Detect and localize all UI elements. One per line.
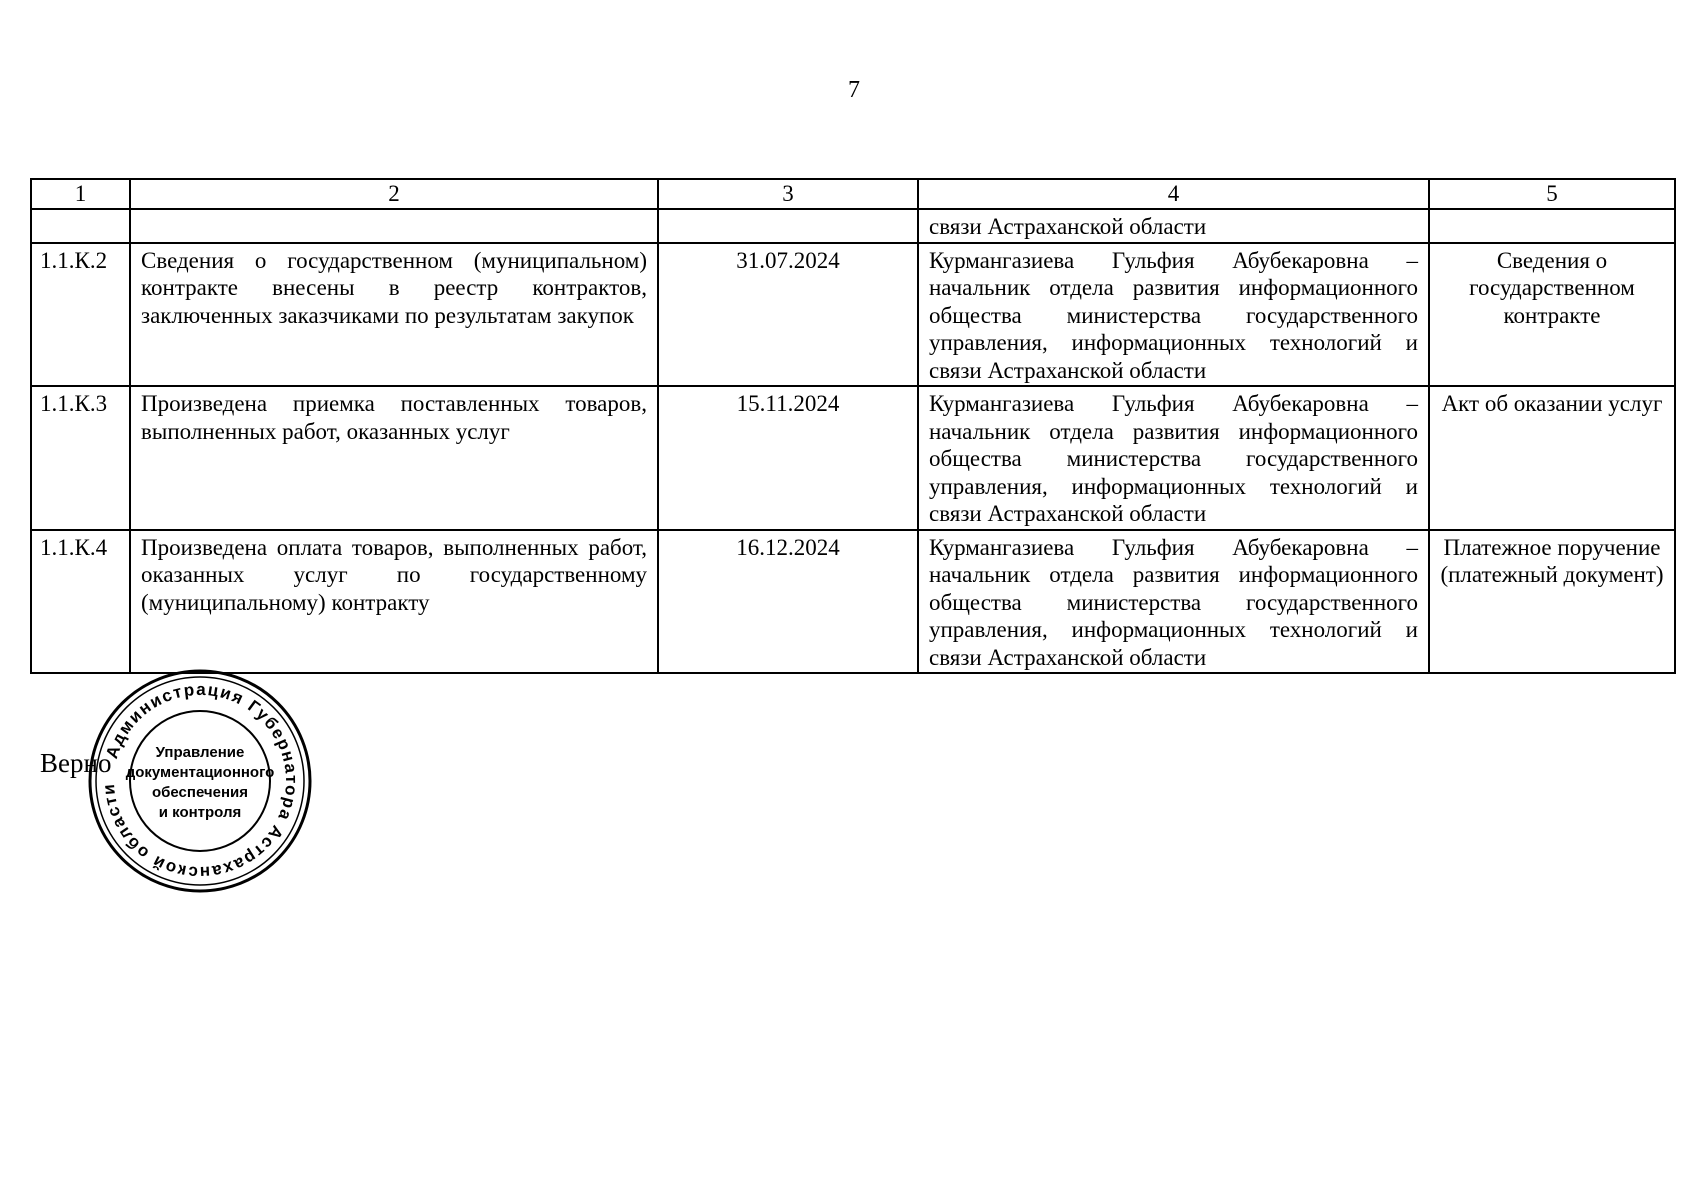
table-cell (1429, 209, 1675, 243)
table-cell (658, 209, 918, 243)
page-number: 7 (848, 77, 860, 103)
verno-label: Верно (40, 748, 112, 778)
table-header-row (31, 179, 1675, 209)
table-cell (130, 209, 658, 243)
svg-text:Администрация Губернатора Астр: Администрация Губернатора Астраханской области (98, 679, 302, 883)
column-header: 5 (1429, 179, 1675, 209)
event-cell: Сведения о государственном (муниципальном) контракте внесены в реестр контрактов, заключенных заказчиками по результатам закупок (130, 243, 658, 387)
plan-table (30, 178, 1676, 674)
responsible-cell: Курмангазиева Гульфия Абубекаровна – начальник отдела развития информационного общества министерства государственного управления, информационных технологий и связи Астраханской области (918, 530, 1429, 674)
document-cell: Сведения о государственном контракте (1429, 243, 1675, 387)
column-header: 1 (31, 179, 130, 209)
document-cell: Акт об оказании услуг (1429, 386, 1675, 530)
row-code: 1.1.К.2 (31, 243, 130, 387)
responsible-cell: связи Астраханской области (918, 209, 1429, 243)
event-cell: Произведена приемка поставленных товаров, выполненных работ, оказанных услуг (130, 386, 658, 530)
column-header: 4 (918, 179, 1429, 209)
table-row (31, 530, 1675, 674)
table-row (31, 243, 1675, 387)
responsible-cell: Курмангазиева Гульфия Абубекаровна – начальник отдела развития информационного общества министерства государственного управления, информационных технологий и связи Астраханской области (918, 243, 1429, 387)
table-cell (31, 209, 130, 243)
document-cell: Платежное поручение (платежный документ) (1429, 530, 1675, 674)
column-header: 2 (130, 179, 658, 209)
svg-text:документационного: документационного (125, 764, 275, 781)
row-code: 1.1.К.3 (31, 386, 130, 530)
row-code: 1.1.К.4 (31, 530, 130, 674)
table-row (31, 386, 1675, 530)
svg-text:обеспечения: обеспечения (151, 784, 249, 801)
continuation-row (31, 209, 1675, 243)
date-cell: 16.12.2024 (658, 530, 918, 674)
svg-text:Управление: Управление (155, 744, 245, 761)
svg-text:и контроля: и контроля (158, 804, 242, 821)
seal-icon (86, 667, 314, 895)
column-header: 3 (658, 179, 918, 209)
responsible-cell: Курмангазиева Гульфия Абубекаровна – начальник отдела развития информационного общества министерства государственного управления, информационных технологий и связи Астраханской области (918, 386, 1429, 530)
date-cell: 31.07.2024 (658, 243, 918, 387)
date-cell: 15.11.2024 (658, 386, 918, 530)
official-seal-stamp (86, 667, 314, 895)
event-cell: Произведена оплата товаров, выполненных работ, оказанных услуг по государственному (муниципальному) контракту (130, 530, 658, 674)
